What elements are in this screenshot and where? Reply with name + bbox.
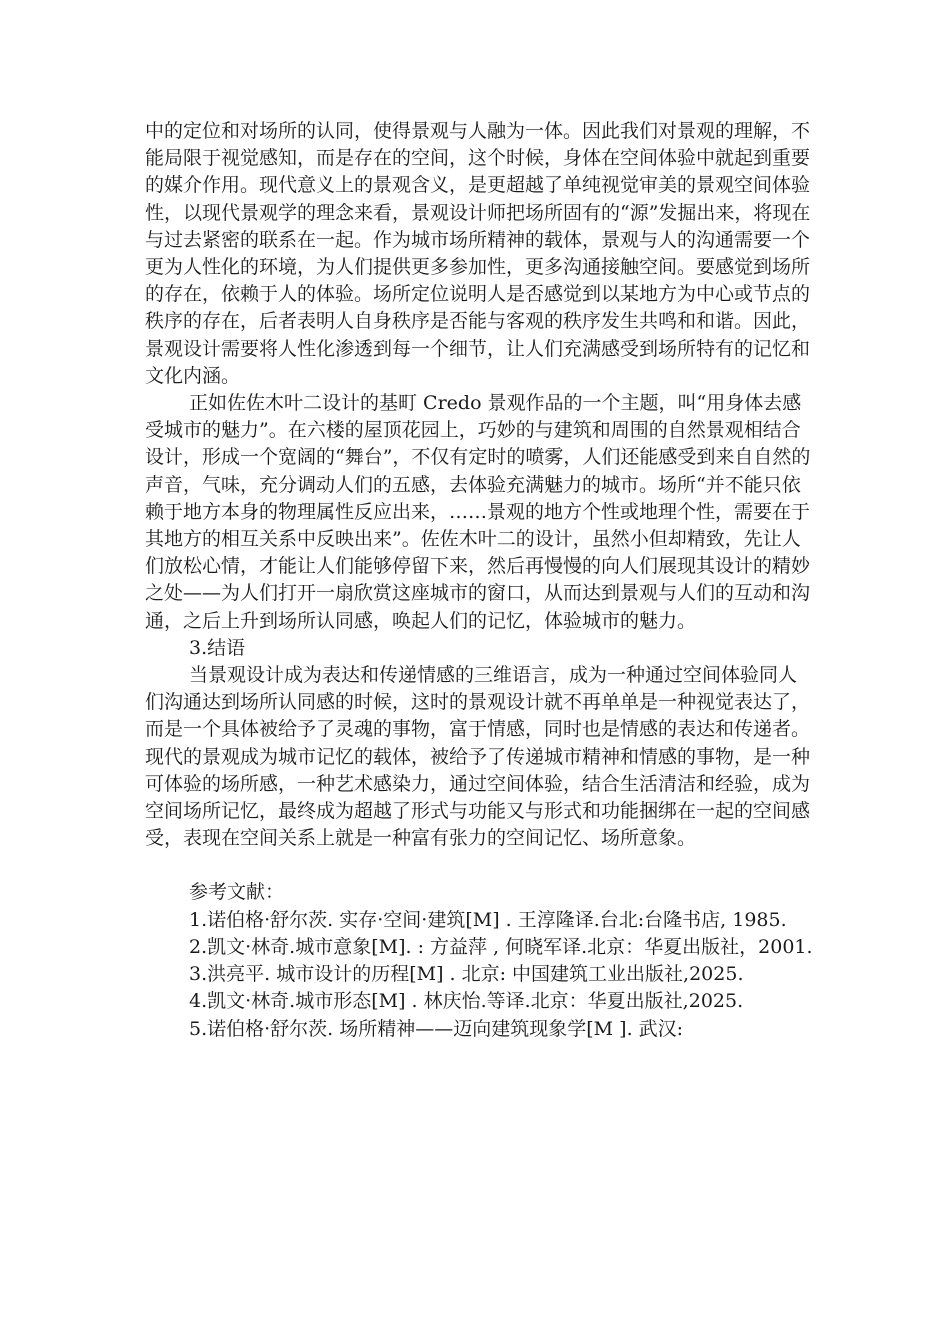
- reference-item-2: 2.凯文·林奇.城市意象[M]. : 方益萍 , 何晓军译.北京：华夏出版社，2001.: [189, 935, 813, 958]
- reference-item-5: 5.诺伯格·舒尔茨. 场所精神——迈向建筑现象学[M ]. 武汉:: [189, 1017, 684, 1040]
- body-paragraph-3: 当景观设计成为表达和传递情感的三维语言，成为一种通过空间体验同人们沟通达到场所认同感的时候，这时的景观设计就不再单单是一种视觉表达了，而是一个具体被给予了灵魂的事物，富于情感，同时也是情感的表达和传递者。现代的景观成为城市记忆的载体，被给予了传递城市精神和情感的事物，是一种可体验的场所感，一种艺术感染力，通过空间体验，结合生活清洁和经验，成为空间场所记忆，最终成为超越了形式与功能又与形式和功能捆绑在一起的空间感受，表现在空间关系上就是一种富有张力的空间记忆、场所意象。: [145, 664, 811, 850]
- document-page: [145, 118, 813, 1043]
- references-title: 参考文献：: [189, 881, 285, 904]
- reference-item-3: 3.洪亮平. 城市设计的历程[M] . 北京: 中国建筑工业出版社,2025.: [189, 963, 744, 986]
- spacer: [145, 852, 813, 879]
- section-heading-conclusion: 3.结语: [189, 636, 246, 659]
- reference-item-4: 4.凯文·林奇.城市形态[M] . 林庆怡.等译.北京：华夏出版社,2025.: [189, 990, 744, 1013]
- body-paragraph-2: 正如佐佐木叶二设计的基町 Credo 景观作品的一个主题，叫“用身体去感受城市的魅力”。在六楼的屋顶花园上，巧妙的与建筑和周围的自然景观相结合设计，形成一个宽阔的“舞台”，不仅有定时的喷雾，人们还能感受到来自自然的声音，气味，充分调动人们的五感，去体验充满魅力的城市。场所“并不能只依赖于地方本身的物理属性反应出来，……景观的地方个性或地理个性，需要在于其地方的相互关系中反映出来”。佐佐木叶二的设计，虽然小但却精致，先让人们放松心情，才能让人们能够停留下来，然后再慢慢的向人们展现其设计的精妙之处——为人们打开一扇欣赏这座城市的窗口，从而达到景观与人们的互动和沟通，之后上升到场所认同感，唤起人们的记忆，体验城市的魅力。: [145, 392, 811, 632]
- reference-item-1: 1.诺伯格·舒尔茨. 实存·空间·建筑[M] . 王淳隆译.台北:台隆书店, 1985.: [189, 908, 787, 931]
- body-paragraph-1: 中的定位和对场所的认同，使得景观与人融为一体。因此我们对景观的理解，不能局限于视觉感知，而是存在的空间，这个时候，身体在空间体验中就起到重要的媒介作用。现代意义上的景观含义，是更超越了单纯视觉审美的景观空间体验性，以现代景观学的理念来看，景观设计师把场所固有的“源”发掘出来，将现在与过去紧密的联系在一起。作为城市场所精神的载体，景观与人的沟通需要一个更为人性化的环境，为人们提供更多参加性，更多沟通接触空间。要感觉到场所的存在，依赖于人的体验。场所定位说明人是否感觉到以某地方为中心或节点的秩序的存在，后者表明人自身秩序是否能与客观的秩序发生共鸣和和谐。因此，景观设计需要将人性化渗透到每一个细节，让人们充满感受到场所特有的记忆和文化内涵。: [145, 120, 811, 387]
